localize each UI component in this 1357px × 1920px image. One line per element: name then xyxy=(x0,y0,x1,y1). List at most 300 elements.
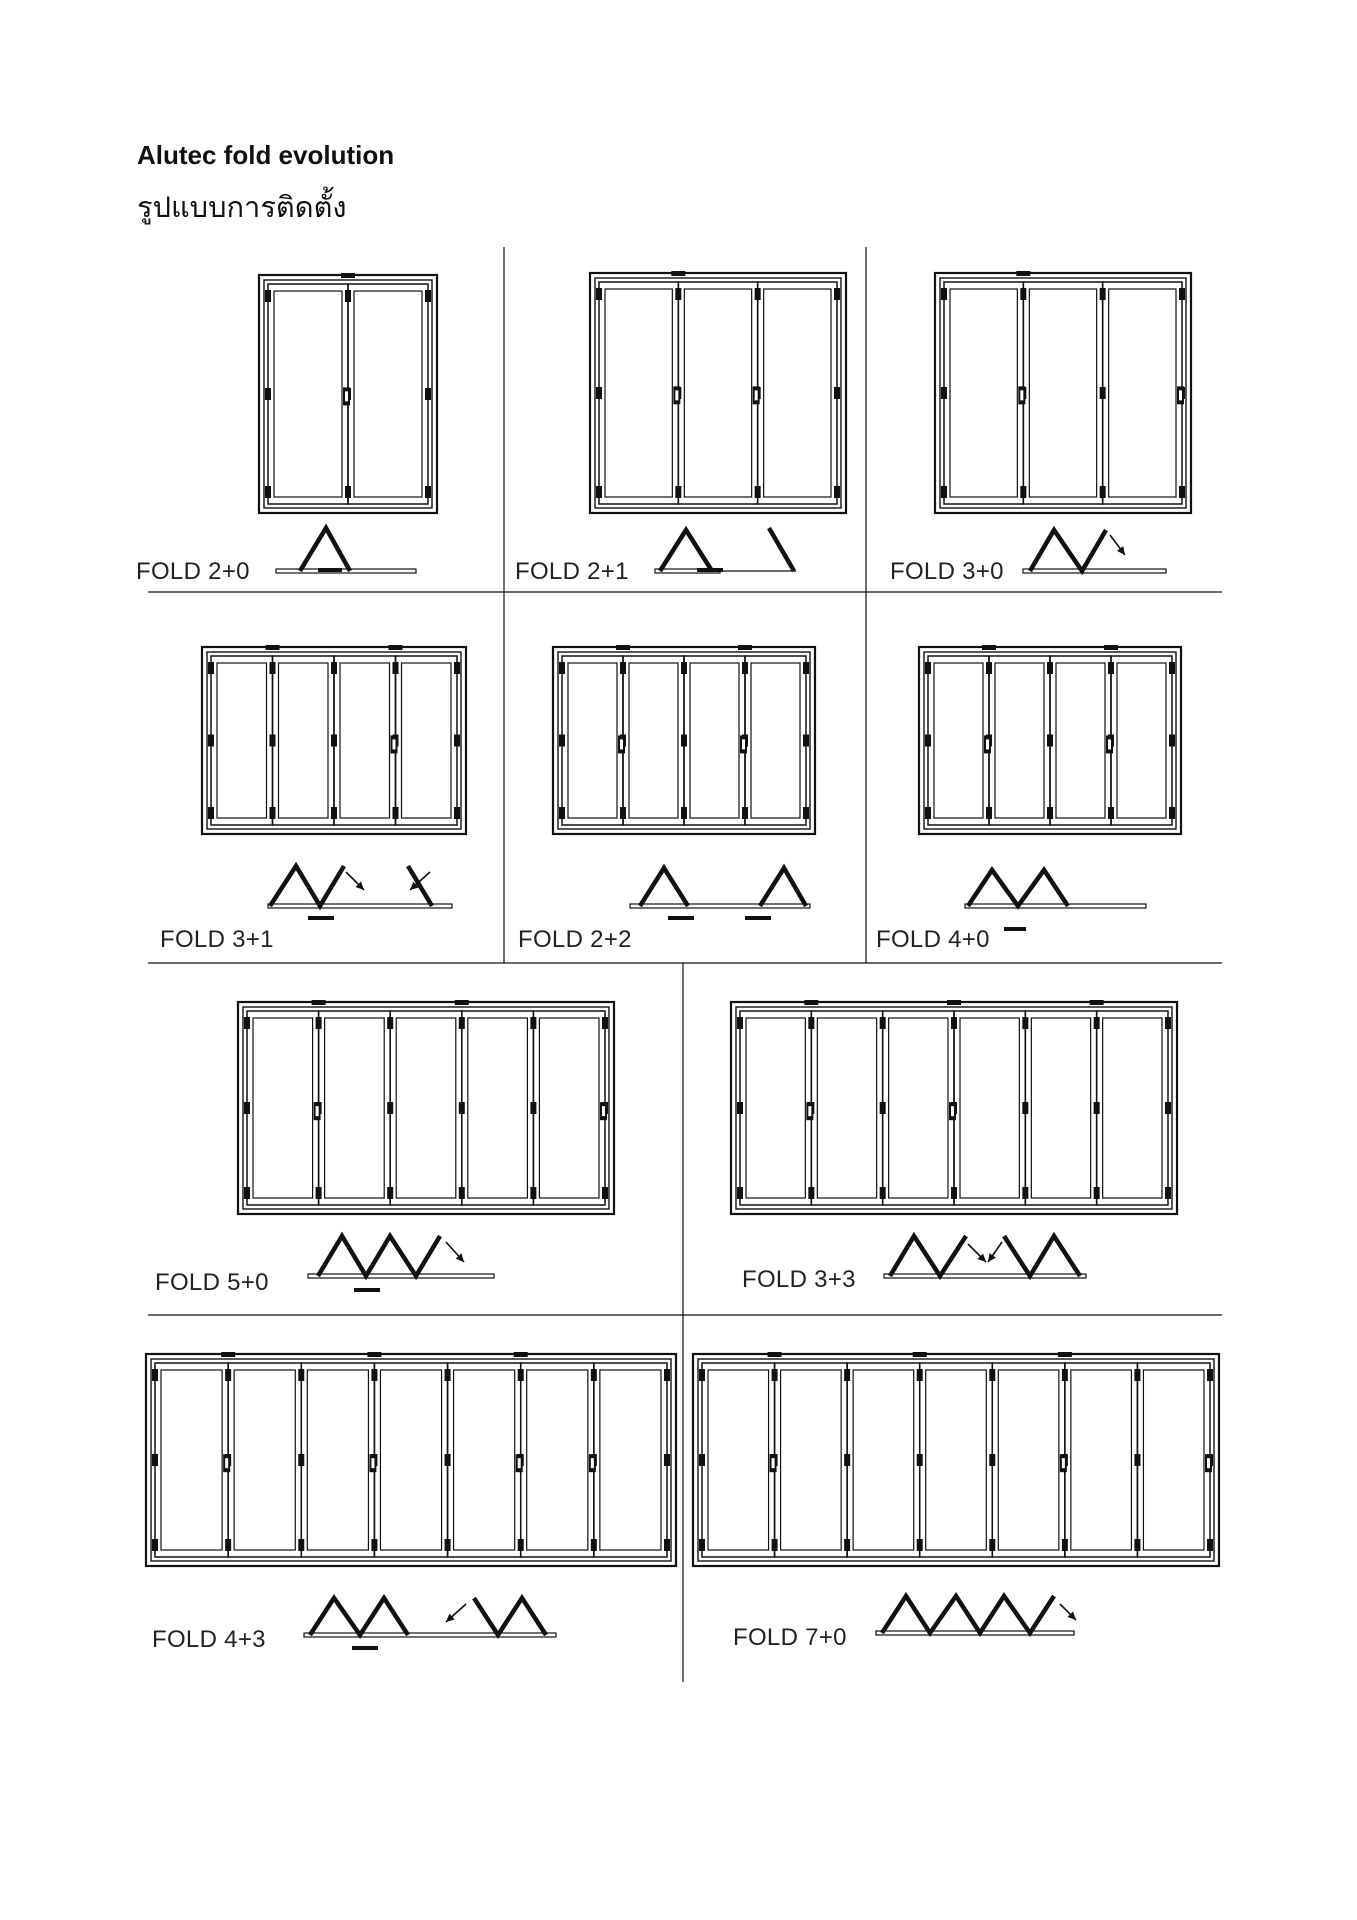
hinge xyxy=(596,288,602,300)
hinge xyxy=(808,1017,814,1029)
fold-label: FOLD 3+0 xyxy=(890,558,1004,585)
undefined xyxy=(1004,1236,1080,1276)
hinge xyxy=(265,486,271,498)
door-panel xyxy=(334,656,396,825)
track xyxy=(965,904,1146,908)
hinge xyxy=(559,735,565,747)
floor-stop xyxy=(318,568,342,572)
handle-slot xyxy=(225,1458,228,1468)
hinge xyxy=(1022,1187,1028,1199)
door-panel xyxy=(1065,1363,1138,1557)
handle-slot xyxy=(951,1106,954,1116)
door-panel xyxy=(775,1363,848,1557)
hinge xyxy=(393,662,399,674)
hinge xyxy=(1134,1539,1140,1551)
door-glass xyxy=(1143,1370,1204,1550)
hinge xyxy=(1134,1369,1140,1381)
hinge xyxy=(1108,662,1114,674)
door-panel xyxy=(448,1363,521,1557)
hinge xyxy=(331,807,337,819)
door-glass xyxy=(853,1370,914,1550)
door-panel xyxy=(847,1363,920,1557)
door-panel xyxy=(1097,1011,1168,1205)
fold-label: FOLD 3+1 xyxy=(160,926,274,953)
hinge xyxy=(530,1017,536,1029)
track-guide xyxy=(341,273,355,278)
hinge xyxy=(1179,288,1185,300)
door-glass xyxy=(527,1370,588,1550)
arrow-head xyxy=(988,1253,996,1262)
handle-slot xyxy=(602,1106,605,1116)
hinge xyxy=(1100,288,1106,300)
handle-slot xyxy=(675,390,678,400)
track xyxy=(304,1633,556,1637)
door-panel xyxy=(599,282,678,504)
hinge xyxy=(1094,1017,1100,1029)
door-elevation xyxy=(238,1000,614,1214)
door-panel xyxy=(390,1011,462,1205)
hinge xyxy=(270,807,276,819)
undefined xyxy=(769,528,794,571)
floor-stop xyxy=(1004,927,1026,931)
door-panel xyxy=(594,1363,667,1557)
door-glass xyxy=(690,663,739,818)
hinge xyxy=(445,1454,451,1466)
door-glass xyxy=(161,1370,222,1550)
hinge xyxy=(602,1187,608,1199)
hinge xyxy=(530,1187,536,1199)
fold-label: FOLD 2+1 xyxy=(515,558,629,585)
door-glass xyxy=(354,291,422,497)
hinge xyxy=(925,807,931,819)
door-glass xyxy=(605,289,672,497)
door-elevation xyxy=(202,645,466,834)
hinge xyxy=(331,662,337,674)
hinge xyxy=(941,387,947,399)
hinge xyxy=(803,807,809,819)
folded-leaves xyxy=(318,1236,440,1276)
door-glass xyxy=(307,1370,368,1550)
hinge xyxy=(331,735,337,747)
hinge xyxy=(1094,1187,1100,1199)
hinge xyxy=(675,288,681,300)
track-guide xyxy=(266,645,280,650)
hinge xyxy=(265,388,271,400)
door-glass xyxy=(539,1018,599,1198)
hinge xyxy=(951,1187,957,1199)
door-glass xyxy=(402,663,452,818)
hinge xyxy=(459,1187,465,1199)
hinge xyxy=(425,290,431,302)
handle-slot xyxy=(316,1106,319,1116)
hinge xyxy=(559,807,565,819)
hinge xyxy=(596,387,602,399)
hinge xyxy=(844,1369,850,1381)
hinge xyxy=(602,1017,608,1029)
hinge xyxy=(1207,1539,1213,1551)
fold-plan-symbol xyxy=(876,1596,1076,1635)
handle-slot xyxy=(591,1458,594,1468)
hinge xyxy=(880,1187,886,1199)
door-panel xyxy=(273,656,335,825)
hinge xyxy=(1169,662,1175,674)
hinge xyxy=(298,1369,304,1381)
door-inner-frame xyxy=(940,278,1186,508)
door-inner-frame xyxy=(243,1007,609,1209)
fold-label: FOLD 2+0 xyxy=(136,558,250,585)
hinge xyxy=(244,1017,250,1029)
hinge xyxy=(675,486,681,498)
fold-label: FOLD 2+2 xyxy=(518,926,632,953)
door-glass xyxy=(960,1018,1019,1198)
hinge xyxy=(225,1369,231,1381)
track-guide xyxy=(1058,1352,1072,1357)
handle-slot xyxy=(1020,390,1023,400)
page-subtitle: รูปแบบการติดตั้ง xyxy=(137,190,347,224)
door-panel xyxy=(702,1363,775,1557)
door-glass xyxy=(1071,1370,1132,1550)
door-panel xyxy=(319,1011,391,1205)
hinge xyxy=(737,1102,743,1114)
track-guide xyxy=(514,1352,528,1357)
door-elevation xyxy=(935,271,1191,513)
door-glass xyxy=(600,1370,661,1550)
door-glass xyxy=(934,663,983,818)
undefined xyxy=(408,866,432,906)
track-guide xyxy=(947,1000,961,1005)
hinge xyxy=(755,288,761,300)
door-glass xyxy=(234,1370,295,1550)
fold-plan-symbol xyxy=(308,1236,494,1292)
door-panel xyxy=(533,1011,605,1205)
hinge xyxy=(345,290,351,302)
door-glass xyxy=(380,1370,441,1550)
hinge xyxy=(834,387,840,399)
door-glass xyxy=(751,663,800,818)
door-panel xyxy=(301,1363,374,1557)
door-panel xyxy=(1025,1011,1096,1205)
hinge xyxy=(208,735,214,747)
hinge xyxy=(808,1187,814,1199)
track xyxy=(884,1274,1086,1278)
hinge xyxy=(345,486,351,498)
hinge xyxy=(591,1539,597,1551)
handle-slot xyxy=(1207,1458,1210,1468)
hinge xyxy=(699,1369,705,1381)
hinge xyxy=(681,735,687,747)
hinge xyxy=(387,1102,393,1114)
hinge xyxy=(681,662,687,674)
hinge xyxy=(298,1454,304,1466)
hinge xyxy=(265,290,271,302)
hinge xyxy=(1047,735,1053,747)
hinge xyxy=(530,1102,536,1114)
fold-plan-symbol xyxy=(655,530,723,573)
hinge xyxy=(989,1539,995,1551)
track-guide xyxy=(768,1352,782,1357)
door-elevation xyxy=(146,1352,676,1566)
door-panel xyxy=(396,656,458,825)
door-panel xyxy=(954,1011,1025,1205)
door-panel xyxy=(462,1011,534,1205)
handle-slot xyxy=(755,390,758,400)
hinge xyxy=(742,807,748,819)
hinge xyxy=(880,1017,886,1029)
track-guide xyxy=(389,645,403,650)
door-glass xyxy=(684,289,751,497)
track-guide xyxy=(913,1352,927,1357)
door-glass xyxy=(708,1370,769,1550)
hinge xyxy=(951,1017,957,1029)
floor-stop xyxy=(352,1646,378,1650)
door-panel xyxy=(374,1363,447,1557)
hinge xyxy=(1020,288,1026,300)
track-guide xyxy=(738,645,752,650)
hinge xyxy=(1022,1017,1028,1029)
hinge xyxy=(699,1539,705,1551)
hinge xyxy=(917,1369,923,1381)
door-panel xyxy=(1050,656,1111,825)
hinge xyxy=(152,1369,158,1381)
hinge xyxy=(681,807,687,819)
hinge xyxy=(1169,735,1175,747)
door-inner-frame xyxy=(595,278,841,508)
hinge xyxy=(1165,1102,1171,1114)
door-elevation xyxy=(919,645,1181,834)
track-guide xyxy=(455,1000,469,1005)
fold-plan-symbol xyxy=(276,528,416,573)
hinge xyxy=(225,1539,231,1551)
door-glass xyxy=(325,1018,385,1198)
door-glass xyxy=(279,663,329,818)
hinge xyxy=(1022,1102,1028,1114)
handle-slot xyxy=(345,391,348,401)
handle-slot xyxy=(986,739,989,749)
floor-stop xyxy=(354,1288,380,1292)
folded-leaves xyxy=(890,1236,966,1276)
hinge xyxy=(941,486,947,498)
hinge xyxy=(425,388,431,400)
fold-label: FOLD 7+0 xyxy=(733,1624,847,1651)
hinge xyxy=(208,807,214,819)
door-glass xyxy=(1109,289,1176,497)
hinge xyxy=(298,1539,304,1551)
track-guide xyxy=(982,645,996,650)
door-glass xyxy=(998,1370,1059,1550)
hinge xyxy=(772,1539,778,1551)
hinge xyxy=(596,486,602,498)
door-panel xyxy=(944,282,1023,504)
track-guide xyxy=(312,1000,326,1005)
door-panel xyxy=(247,1011,319,1205)
door-glass xyxy=(1056,663,1105,818)
hinge xyxy=(742,662,748,674)
hinge xyxy=(737,1017,743,1029)
door-glass xyxy=(817,1018,876,1198)
hinge xyxy=(454,662,460,674)
fold-plan-symbol xyxy=(1023,530,1166,573)
hinge xyxy=(454,807,460,819)
handle-slot xyxy=(1062,1458,1065,1468)
arrow-head xyxy=(1117,546,1125,555)
folded-leaves xyxy=(882,1596,1054,1633)
hinge xyxy=(371,1369,377,1381)
track-guide xyxy=(1104,645,1118,650)
track-guide xyxy=(1016,271,1030,276)
hinge xyxy=(1047,662,1053,674)
hinge xyxy=(459,1102,465,1114)
hinge xyxy=(270,735,276,747)
door-panel xyxy=(883,1011,954,1205)
hinge xyxy=(518,1369,524,1381)
door-glass xyxy=(950,289,1017,497)
hinge xyxy=(803,735,809,747)
door-elevation xyxy=(553,645,815,834)
door-glass xyxy=(274,291,342,497)
door-panel xyxy=(155,1363,228,1557)
door-outer-frame xyxy=(590,273,846,513)
hinge xyxy=(772,1369,778,1381)
hinge xyxy=(1134,1454,1140,1466)
folded-leaves xyxy=(968,870,1068,906)
hinge xyxy=(425,486,431,498)
door-panel xyxy=(758,282,837,504)
hinge xyxy=(387,1187,393,1199)
hinge xyxy=(925,735,931,747)
handle-slot xyxy=(772,1458,775,1468)
door-panel xyxy=(623,656,684,825)
door-panel xyxy=(1103,282,1182,504)
door-panel xyxy=(745,656,806,825)
hinge xyxy=(620,662,626,674)
fold-label: FOLD 4+0 xyxy=(876,926,990,953)
folded-leaves xyxy=(1030,530,1106,571)
hinge xyxy=(917,1454,923,1466)
door-panel xyxy=(684,656,745,825)
door-glass xyxy=(1029,289,1096,497)
hinge xyxy=(270,662,276,674)
hinge xyxy=(989,1369,995,1381)
hinge xyxy=(803,662,809,674)
fold-label: FOLD 4+3 xyxy=(152,1626,266,1653)
hinge xyxy=(986,807,992,819)
hinge xyxy=(316,1017,322,1029)
undefined xyxy=(474,1598,546,1635)
track-guide xyxy=(804,1000,818,1005)
folded-leaves xyxy=(270,866,344,906)
hinge xyxy=(459,1017,465,1029)
door-panel xyxy=(740,1011,811,1205)
handle-slot xyxy=(742,739,745,749)
door-glass xyxy=(1031,1018,1090,1198)
door-panel xyxy=(992,1363,1065,1557)
hinge xyxy=(518,1539,524,1551)
handle-slot xyxy=(371,1458,374,1468)
door-glass xyxy=(995,663,1044,818)
hinge xyxy=(844,1539,850,1551)
hinge xyxy=(445,1539,451,1551)
door-panel xyxy=(989,656,1050,825)
door-glass xyxy=(1103,1018,1162,1198)
track xyxy=(276,569,416,573)
door-glass xyxy=(629,663,678,818)
hinge xyxy=(1100,387,1106,399)
hinge xyxy=(989,1454,995,1466)
door-glass xyxy=(253,1018,313,1198)
floor-stop xyxy=(668,916,694,920)
door-glass xyxy=(1117,663,1166,818)
hinge xyxy=(1047,807,1053,819)
door-panel xyxy=(1111,656,1172,825)
hinge xyxy=(880,1102,886,1114)
hinge xyxy=(1062,1369,1068,1381)
hinge xyxy=(664,1369,670,1381)
hinge xyxy=(925,662,931,674)
handle-slot xyxy=(393,739,396,749)
door-panel xyxy=(920,1363,993,1557)
door-outer-frame xyxy=(935,273,1191,513)
hinge xyxy=(737,1187,743,1199)
hinge xyxy=(1100,486,1106,498)
folded-leaves xyxy=(300,528,350,571)
fold-plan-symbol xyxy=(965,870,1146,931)
hinge xyxy=(1169,807,1175,819)
hinge xyxy=(152,1539,158,1551)
hinge xyxy=(941,288,947,300)
hinge xyxy=(1165,1017,1171,1029)
page-title: Alutec fold evolution xyxy=(137,140,395,170)
hinge xyxy=(844,1454,850,1466)
hinge xyxy=(244,1187,250,1199)
track xyxy=(876,1631,1074,1635)
door-glass xyxy=(468,1018,528,1198)
track xyxy=(308,1274,494,1278)
hinge xyxy=(393,807,399,819)
hinge xyxy=(591,1369,597,1381)
track-guide xyxy=(671,271,685,276)
hinge xyxy=(1108,807,1114,819)
hinge xyxy=(834,288,840,300)
door-glass xyxy=(781,1370,842,1550)
door-glass xyxy=(764,289,831,497)
door-panel xyxy=(811,1011,882,1205)
door-elevation xyxy=(731,1000,1177,1214)
hinge xyxy=(559,662,565,674)
hinge xyxy=(1020,486,1026,498)
hinge xyxy=(755,486,761,498)
hinge xyxy=(699,1454,705,1466)
door-glass xyxy=(568,663,617,818)
fold-plan-symbol xyxy=(630,868,810,920)
track-guide xyxy=(367,1352,381,1357)
hinge xyxy=(371,1539,377,1551)
hinge xyxy=(152,1454,158,1466)
track xyxy=(1023,569,1166,573)
hinge xyxy=(917,1539,923,1551)
hinge xyxy=(387,1017,393,1029)
door-panel xyxy=(211,656,273,825)
door-glass xyxy=(396,1018,456,1198)
hinge xyxy=(445,1369,451,1381)
hinge xyxy=(1094,1102,1100,1114)
hinge xyxy=(244,1102,250,1114)
hinge xyxy=(620,807,626,819)
door-panel xyxy=(521,1363,594,1557)
door-panel xyxy=(928,656,989,825)
handle-slot xyxy=(620,739,623,749)
door-outer-frame xyxy=(238,1002,614,1214)
track xyxy=(268,904,452,908)
